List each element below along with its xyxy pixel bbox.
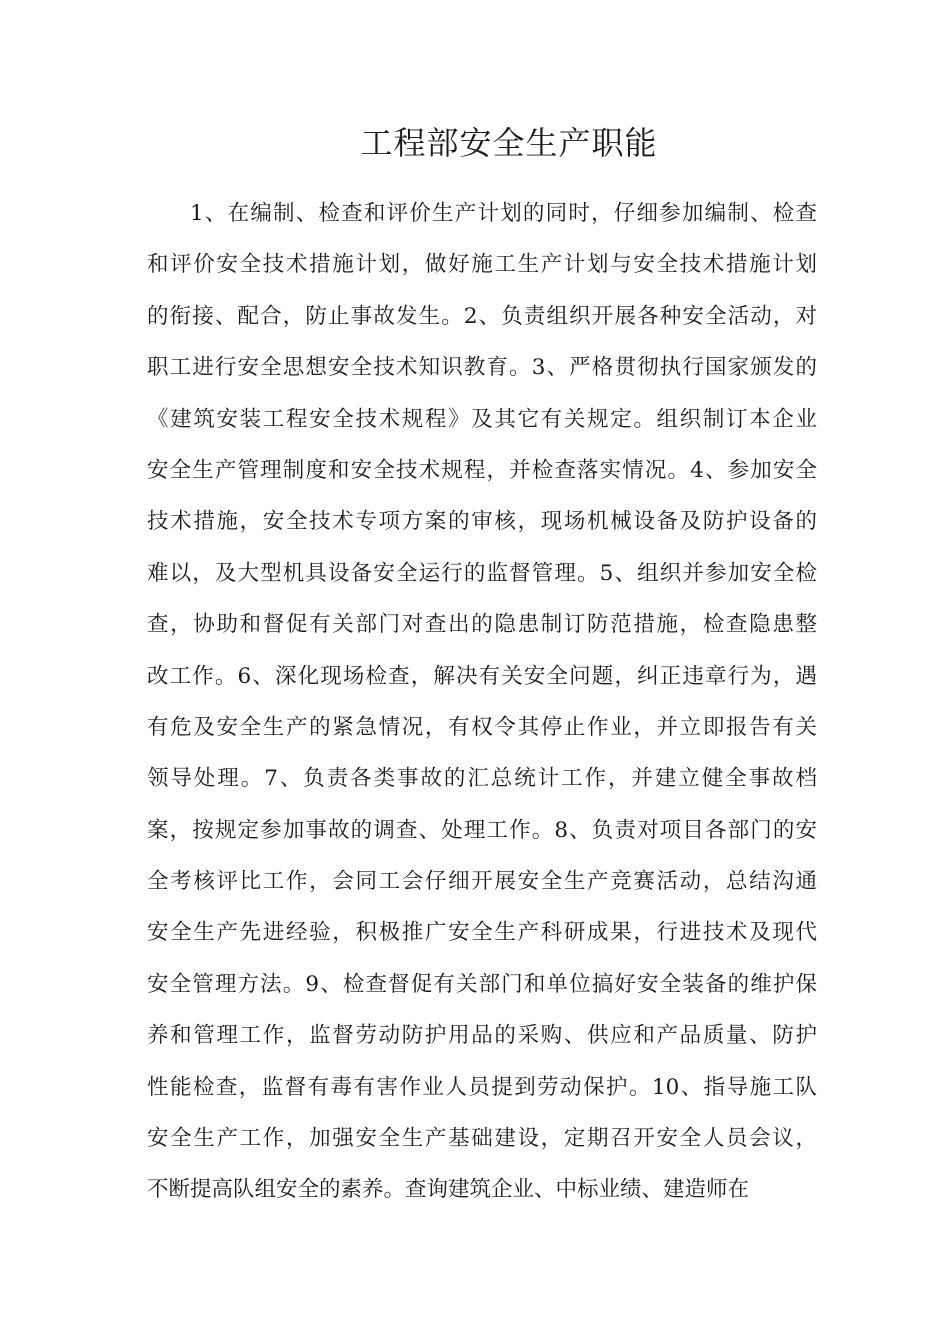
body-line: 改工作。6、深化现场检查，解决有关安全问题，纠正违章行为，遇 — [147, 663, 817, 689]
body-line: 安全生产先进经验，积极推广安全生产科研成果，行进技术及现代 — [147, 920, 817, 946]
body-line: 和评价安全技术措施计划，做好施工生产计划与安全技术措施计划 — [147, 252, 817, 278]
body-line: 技术措施，安全技术专项方案的审核，现场机械设备及防护设备的 — [147, 509, 817, 535]
body-line: 性能检查，监督有毒有害作业人员提到劳动保护。10、指导施工队 — [147, 1074, 817, 1100]
body-line: 养和管理工作，监督劳动防护用品的采购、供应和产品质量、防护 — [147, 1023, 817, 1049]
body-line: 全考核评比工作，会同工会仔细开展安全生产竞赛活动，总结沟通 — [147, 869, 817, 895]
body-line: 的衔接、配合，防止事故发生。2、负责组织开展各种安全活动，对 — [147, 303, 817, 329]
body-line: 有危及安全生产的紧急情况，有权令其停止作业，并立即报告有关 — [147, 714, 817, 740]
body-line: 安全生产工作，加强安全生产基础建设，定期召开安全人员会议， — [147, 1126, 817, 1152]
body-line: 职工进行安全思想安全技术知识教育。3、严格贯彻执行国家颁发的 — [147, 355, 817, 381]
body-line: 案，按规定参加事故的调查、处理工作。8、负责对项目各部门的安 — [147, 817, 817, 843]
body-line: 难以，及大型机具设备安全运行的监督管理。5、组织并参加安全检 — [147, 560, 817, 586]
document-title: 工程部安全生产职能 — [360, 124, 658, 162]
body-line: 查，协助和督促有关部门对查出的隐患制订防范措施，检查隐患整 — [147, 612, 817, 638]
body-line: 安全管理方法。9、检查督促有关部门和单位搞好安全装备的维护保 — [147, 971, 817, 997]
body-line: 安全生产管理制度和安全技术规程，并检查落实情况。4、参加安全 — [147, 457, 817, 483]
body-line: 领导处理。7、负责各类事故的汇总统计工作，并建立健全事故档 — [147, 766, 817, 792]
document-body — [147, 188, 817, 1216]
body-line: 不断提高队组安全的素养。查询建筑企业、中标业绩、建造师在 — [147, 1177, 750, 1203]
body-line: 《建筑安装工程安全技术规程》及其它有关规定。组织制订本企业 — [147, 406, 817, 432]
body-line: 1、在编制、检查和评价生产计划的同时，仔细参加编制、检查 — [190, 201, 817, 226]
